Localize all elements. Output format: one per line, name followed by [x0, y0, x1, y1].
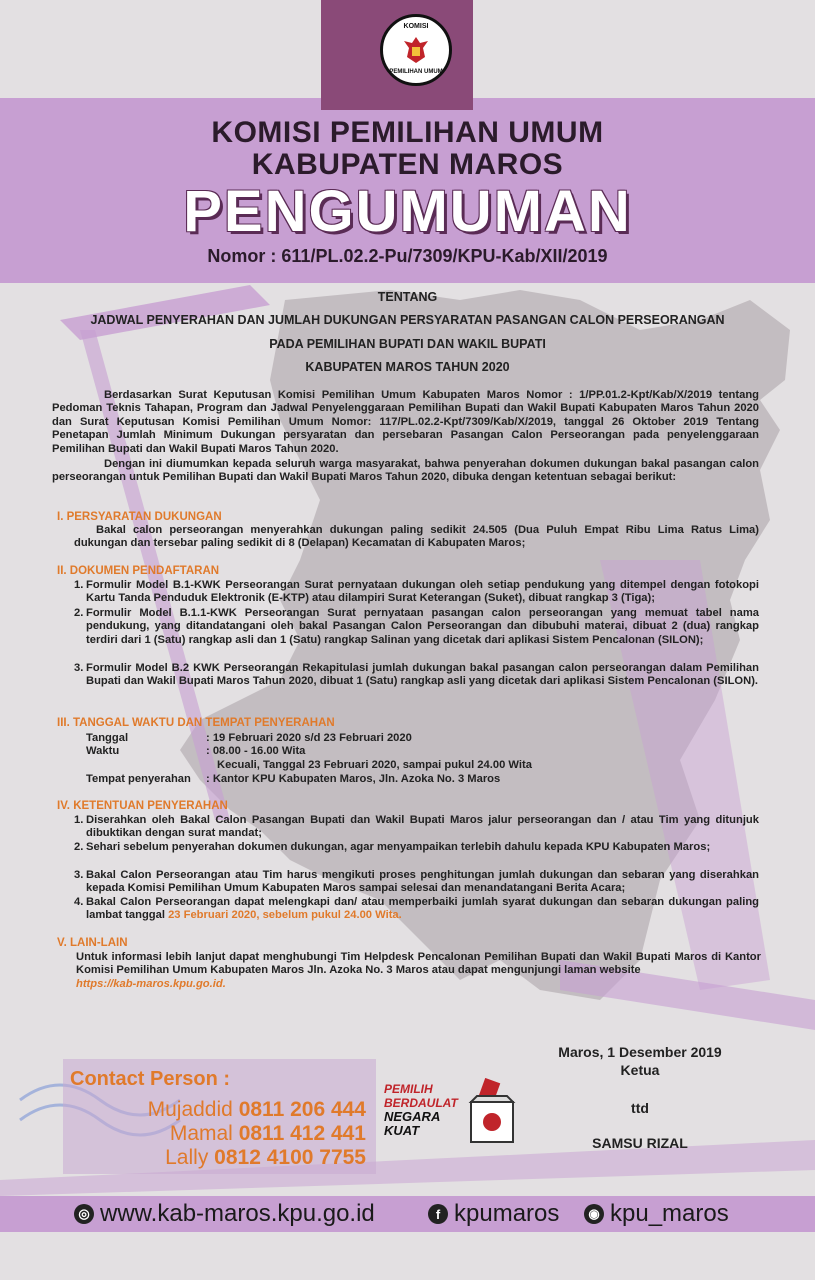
item-text: Sehari sebelum penyerahan dokumen dukungan, agar menyampaikan terlebih dahulu kepada KPU Kabupaten Maros; — [86, 841, 711, 853]
item-text: Formulir Model B.1.1-KWK Perseorangan Surat pernyataan pasangan calon perseorangan yang memuat tabel nama pendukung, yang ditandatangani oleh bakal Pasangan Calon Perseorangan dan dibubuhi materai, dibuat 2 (dua) rangkap terdiri dari 1 (Satu) rangkap asli dan 1 (Satu) rangkap Salinan yang dicetak dari aplikasi Sistem Pencalonan (SILON); — [86, 607, 759, 646]
section-1-body: Bakal calon perseorangan menyerahkan dukungan paling sedikit 24.505 (Dua Puluh Empat Ribu Lima Ratus Lima) dukungan dan tersebar paling sedikit di 8 (Delapan) Kecamatan di Kabupaten Maros; — [74, 524, 759, 550]
contact-title: Contact Person : — [70, 1068, 231, 1090]
signature-name: SAMSU RIZAL — [592, 1135, 688, 1151]
section-5-body-wrap — [76, 951, 761, 991]
document-number: Nomor : 611/PL.02.2-Pu/7309/KPU-Kab/XII/2019 — [207, 246, 608, 266]
list-item — [74, 814, 759, 841]
signature-place-date: Maros, 1 Desember 2019 — [558, 1044, 722, 1060]
footer-instagram-text: kpu_maros — [610, 1200, 729, 1227]
waktu-value: : 08.00 - 16.00 Wita — [206, 745, 306, 757]
website-link[interactable]: https://kab-maros.kpu.go.id. — [76, 977, 226, 990]
section-1-heading: I. PERSYARATAN DUKUNGAN — [57, 511, 222, 523]
item-text: Formulir Model B.2 KWK Perseorangan Rekapitulasi jumlah dukungan bakal pasangan calon perseorangan dalam Pemilihan Bupati dan Wakil Bupati Maros Tahun 2020, dibuat 1 (Satu) rangkap asli yang dicetak dari aplikasi Sistem Pencalonan (SILON). — [86, 662, 759, 688]
item-text: Formulir Model B.1-KWK Perseorangan Surat pernyataan dukungan oleh setiap pendukung yang ditempel dengan fotokopi Kartu Tanda Penduduk Elektronik (E-KTP) atau dilampiri Surat Keterangan (Suket), dibuat rangkap 3 (Tiga); — [86, 579, 759, 605]
slogan-line-2: BERDAULAT — [384, 1096, 458, 1110]
item-number: 4. — [74, 896, 84, 908]
intro-paragraph-2: Dengan ini diumumkan kepada seluruh warga masyarakat, bahwa penyerahan dokumen dukungan bakal pasangan calon perseorangan untuk Pemilihan Bupati dan Wakil Bupati Maros Tahun 2020, dibuka dengan ketentuan sebagai berikut: — [52, 458, 759, 484]
item-text: Diserahkan oleh Bakal Calon Pasangan Bupati dan Wakil Bupati Maros jalur perseorangan dan / atau Tim yang ditunjuk dibuktikan dengan surat mandat; — [86, 814, 759, 840]
list-item — [74, 662, 759, 689]
list-item — [74, 607, 759, 647]
intro-paragraph-1: Berdasarkan Surat Keputusan Komisi Pemilihan Umum Kabupaten Maros Nomor : 1/PP.01.2-Kpt/Kab/X/2019 tentang Pedoman Teknis Tahapan, Program dan Jadwal Penyelenggaraan Pemilihan Bupati dan Wakil Bupati Kabupaten Maros Tahun 2020 dan Surat Keputusan Komisi Pemilihan Umum Nomor: 117/PL.02.2-Kpt/7309/Kab/X/2019, tanggal 26 Oktober 2019 Tentang Penetapan Jumlah Minimum Dukungan persyaratan dan persebaran Pasangan Calon Perseorangan pada penyelenggaraan Pemilihan Bupati dan Wakil Bupati Maros Tahun 2020. — [52, 389, 759, 455]
item-number: 3. — [74, 662, 84, 674]
subject-line-2: PADA PEMILIHAN BUPATI DAN WAKIL BUPATI — [269, 337, 546, 351]
item-text: Bakal Calon Perseorangan atau Tim harus mengikuti proses penghitungan jumlah dukungan dan sebaran yang diserahkan kepada Komisi Pemilihan Umum Kabupaten Maros sampai selesai dan menandatangani Berita Acara; — [86, 869, 759, 895]
contact-name: Mujaddid — [147, 1098, 233, 1121]
contact-name: Mamal — [169, 1122, 233, 1145]
slogan-logo — [384, 1082, 462, 1142]
footer-instagram[interactable] — [584, 1196, 729, 1232]
item-text — [86, 896, 759, 923]
contact-phone: 0812 4100 7755 — [214, 1146, 366, 1169]
item-number: 1. — [74, 814, 84, 826]
item-number: 1. — [74, 579, 84, 591]
footer-website-text: www.kab-maros.kpu.go.id — [100, 1200, 375, 1227]
footer-facebook-text: kpumaros — [454, 1200, 560, 1227]
logo-text-bottom: PEMILIHAN UMUM — [389, 69, 443, 75]
ballot-box-icon — [467, 1078, 517, 1144]
subject-tentang: TENTANG — [377, 290, 438, 304]
item-number: 2. — [74, 841, 84, 853]
contact-phone: 0811 412 441 — [238, 1122, 366, 1145]
waktu-label: Waktu — [86, 745, 120, 757]
subject-line-1: JADWAL PENYERAHAN DAN JUMLAH DUKUNGAN PERSYARATAN PASANGAN CALON PERSEORANGAN — [90, 313, 725, 327]
deadline-highlight: 23 Februari 2020, sebelum pukul 24.00 Wita. — [168, 909, 402, 922]
contact-person[interactable] — [165, 1146, 366, 1170]
contact-name: Lally — [165, 1146, 209, 1169]
tanggal-value: : 19 Februari 2020 s/d 23 Februari 2020 — [206, 732, 412, 744]
slogan-line-4: KUAT — [384, 1123, 420, 1138]
item-text-main: Bakal Calon Perseorangan dapat melengkapi dan/ atau memperbaiki jumlah syarat dukungan dan sebaran dukungan paling lambat tanggal — [86, 896, 759, 922]
section-5-heading: V. LAIN-LAIN — [57, 937, 128, 949]
section-2-heading: II. DOKUMEN PENDAFTARAN — [57, 565, 220, 577]
list-item — [74, 579, 759, 606]
footer-website[interactable] — [74, 1196, 375, 1232]
kpu-logo — [380, 14, 452, 86]
facebook-icon: f — [428, 1204, 448, 1224]
section-4-heading: IV. KETENTUAN PENYERAHAN — [57, 800, 228, 812]
list-item — [74, 841, 759, 854]
waktu-note: Kecuali, Tanggal 23 Februari 2020, sampai pukul 24.00 Wita — [217, 759, 532, 771]
contact-person[interactable] — [148, 1098, 366, 1122]
tanggal-label: Tanggal — [86, 732, 129, 744]
section-5-body: Untuk informasi lebih lanjut dapat menghubungi Tim Helpdesk Pencalonan Pemilihan Bupati dan Wakil Bupati Maros di Kantor Komisi Pemilihan Umum Kabupaten Maros Jln. Azoka No. 3 Maros atau dapat mengunjungi laman website — [76, 951, 761, 977]
slogan-line-1: PEMILIH — [384, 1082, 433, 1096]
list-item — [74, 869, 759, 896]
list-item — [74, 896, 759, 923]
slogan-line-3: NEGARA — [384, 1109, 441, 1124]
logo-text-top: KOMISI — [403, 23, 429, 30]
item-number: 2. — [74, 607, 84, 619]
item-number: 3. — [74, 869, 84, 881]
org-region: KABUPATEN MAROS — [251, 148, 564, 181]
section-3-heading: III. TANGGAL WAKTU DAN TEMPAT PENYERAHAN — [57, 717, 335, 729]
tempat-value: : Kantor KPU Kabupaten Maros, Jln. Azoka No. 3 Maros — [206, 773, 501, 785]
org-name: KOMISI PEMILIHAN UMUM — [211, 116, 604, 149]
garuda-icon — [403, 35, 429, 65]
globe-icon: ◎ — [74, 1204, 94, 1224]
page-title: PENGUMUMAN — [183, 179, 632, 244]
instagram-icon: ◉ — [584, 1204, 604, 1224]
signature-role: Ketua — [620, 1062, 660, 1078]
tempat-label: Tempat penyerahan — [86, 773, 191, 785]
contact-person[interactable] — [170, 1122, 366, 1146]
footer-facebook[interactable] — [428, 1196, 559, 1232]
subject-line-3: KABUPATEN MAROS TAHUN 2020 — [305, 360, 510, 374]
signature-ttd: ttd — [631, 1100, 649, 1116]
contact-phone: 0811 206 444 — [238, 1098, 366, 1121]
